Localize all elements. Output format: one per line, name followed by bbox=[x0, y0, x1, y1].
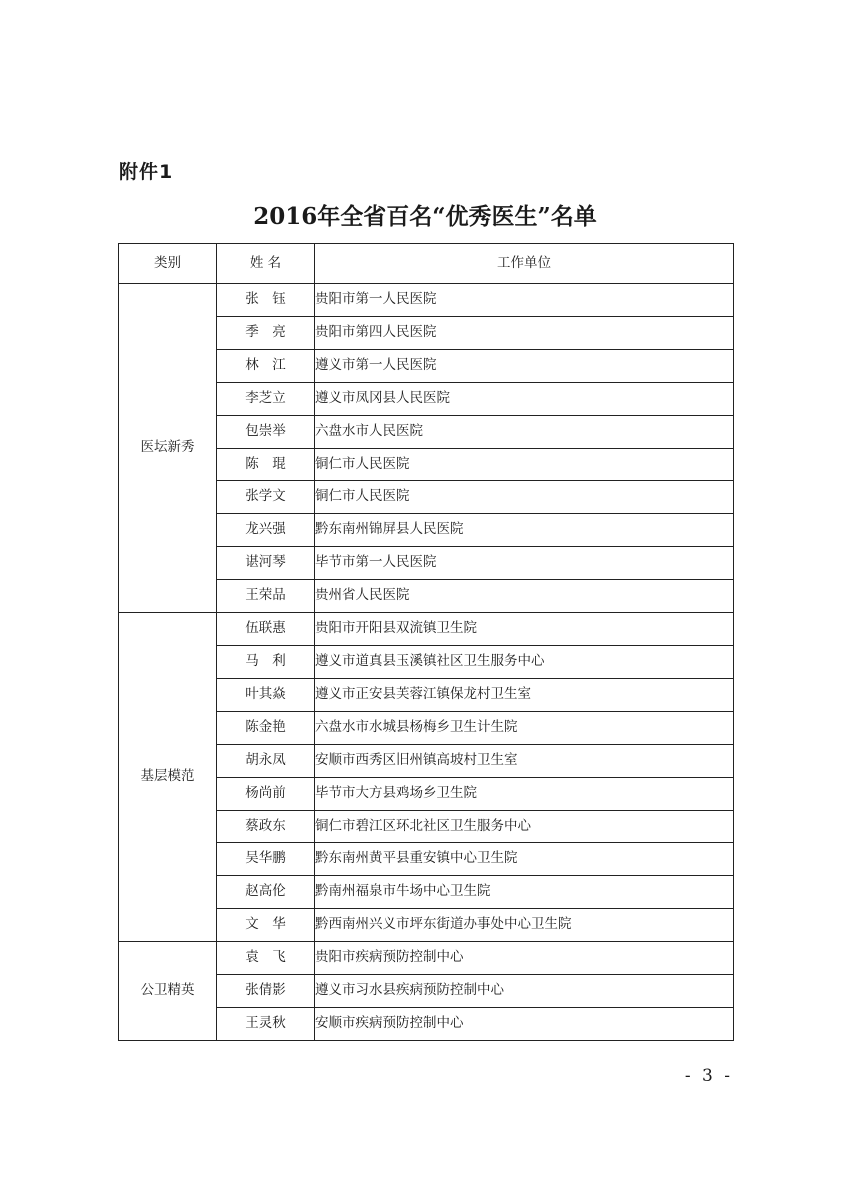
name-cell: 赵高伦 bbox=[217, 876, 315, 909]
name-cell: 袁 飞 bbox=[217, 942, 315, 975]
name-cell: 叶其焱 bbox=[217, 678, 315, 711]
unit-cell: 遵义市凤冈县人民医院 bbox=[315, 382, 734, 415]
name-cell: 蔡政东 bbox=[217, 810, 315, 843]
name-cell: 王灵秋 bbox=[217, 1007, 315, 1040]
category-cell: 基层模范 bbox=[119, 613, 217, 942]
unit-cell: 六盘水市水城县杨梅乡卫生计生院 bbox=[315, 711, 734, 744]
unit-cell: 铜仁市人民医院 bbox=[315, 481, 734, 514]
unit-cell: 贵阳市开阳县双流镇卫生院 bbox=[315, 613, 734, 646]
name-cell: 陈 琨 bbox=[217, 448, 315, 481]
name-cell: 胡永凤 bbox=[217, 744, 315, 777]
unit-cell: 贵阳市疾病预防控制中心 bbox=[315, 942, 734, 975]
name-cell: 文 华 bbox=[217, 909, 315, 942]
unit-cell: 贵州省人民医院 bbox=[315, 580, 734, 613]
name-cell: 马 利 bbox=[217, 645, 315, 678]
name-cell: 谌河琴 bbox=[217, 547, 315, 580]
unit-cell: 毕节市第一人民医院 bbox=[315, 547, 734, 580]
unit-cell: 遵义市第一人民医院 bbox=[315, 349, 734, 382]
unit-cell: 贵阳市第一人民医院 bbox=[315, 284, 734, 317]
table-row bbox=[119, 942, 734, 975]
category-cell: 公卫精英 bbox=[119, 942, 217, 1041]
table-row bbox=[119, 284, 734, 317]
name-cell: 林 江 bbox=[217, 349, 315, 382]
name-cell: 包崇举 bbox=[217, 415, 315, 448]
name-cell: 张学文 bbox=[217, 481, 315, 514]
name-cell: 伍联惠 bbox=[217, 613, 315, 646]
name-cell: 陈金艳 bbox=[217, 711, 315, 744]
header-unit: 工作单位 bbox=[315, 244, 734, 284]
table-row bbox=[119, 613, 734, 646]
unit-cell: 黔南州福泉市牛场中心卫生院 bbox=[315, 876, 734, 909]
unit-cell: 毕节市大方县鸡场乡卫生院 bbox=[315, 777, 734, 810]
unit-cell: 黔东南州锦屏县人民医院 bbox=[315, 514, 734, 547]
header-name: 姓 名 bbox=[217, 244, 315, 284]
category-cell: 医坛新秀 bbox=[119, 284, 217, 613]
name-cell: 李芝立 bbox=[217, 382, 315, 415]
table-body bbox=[119, 284, 734, 1041]
name-cell: 王荣品 bbox=[217, 580, 315, 613]
unit-cell: 遵义市习水县疾病预防控制中心 bbox=[315, 975, 734, 1008]
unit-cell: 安顺市西秀区旧州镇高坡村卫生室 bbox=[315, 744, 734, 777]
header-category: 类别 bbox=[119, 244, 217, 284]
name-cell: 龙兴强 bbox=[217, 514, 315, 547]
unit-cell: 黔西南州兴义市坪东街道办事处中心卫生院 bbox=[315, 909, 734, 942]
unit-cell: 贵阳市第四人民医院 bbox=[315, 316, 734, 349]
table-header-row bbox=[119, 244, 734, 284]
unit-cell: 遵义市正安县芙蓉江镇保龙村卫生室 bbox=[315, 678, 734, 711]
unit-cell: 黔东南州黄平县重安镇中心卫生院 bbox=[315, 843, 734, 876]
page-number: - 3 - bbox=[684, 1066, 733, 1086]
name-cell: 杨尚前 bbox=[217, 777, 315, 810]
doctor-roster-table bbox=[118, 243, 734, 1041]
page-title: 2016年全省百名“优秀医生”名单 bbox=[253, 203, 597, 230]
unit-cell: 六盘水市人民医院 bbox=[315, 415, 734, 448]
name-cell: 张 钰 bbox=[217, 284, 315, 317]
unit-cell: 遵义市道真县玉溪镇社区卫生服务中心 bbox=[315, 645, 734, 678]
name-cell: 季 亮 bbox=[217, 316, 315, 349]
name-cell: 张倩影 bbox=[217, 975, 315, 1008]
unit-cell: 安顺市疾病预防控制中心 bbox=[315, 1007, 734, 1040]
unit-cell: 铜仁市碧江区环北社区卫生服务中心 bbox=[315, 810, 734, 843]
name-cell: 吴华鹏 bbox=[217, 843, 315, 876]
unit-cell: 铜仁市人民医院 bbox=[315, 448, 734, 481]
attachment-label: 附件1 bbox=[119, 161, 174, 183]
